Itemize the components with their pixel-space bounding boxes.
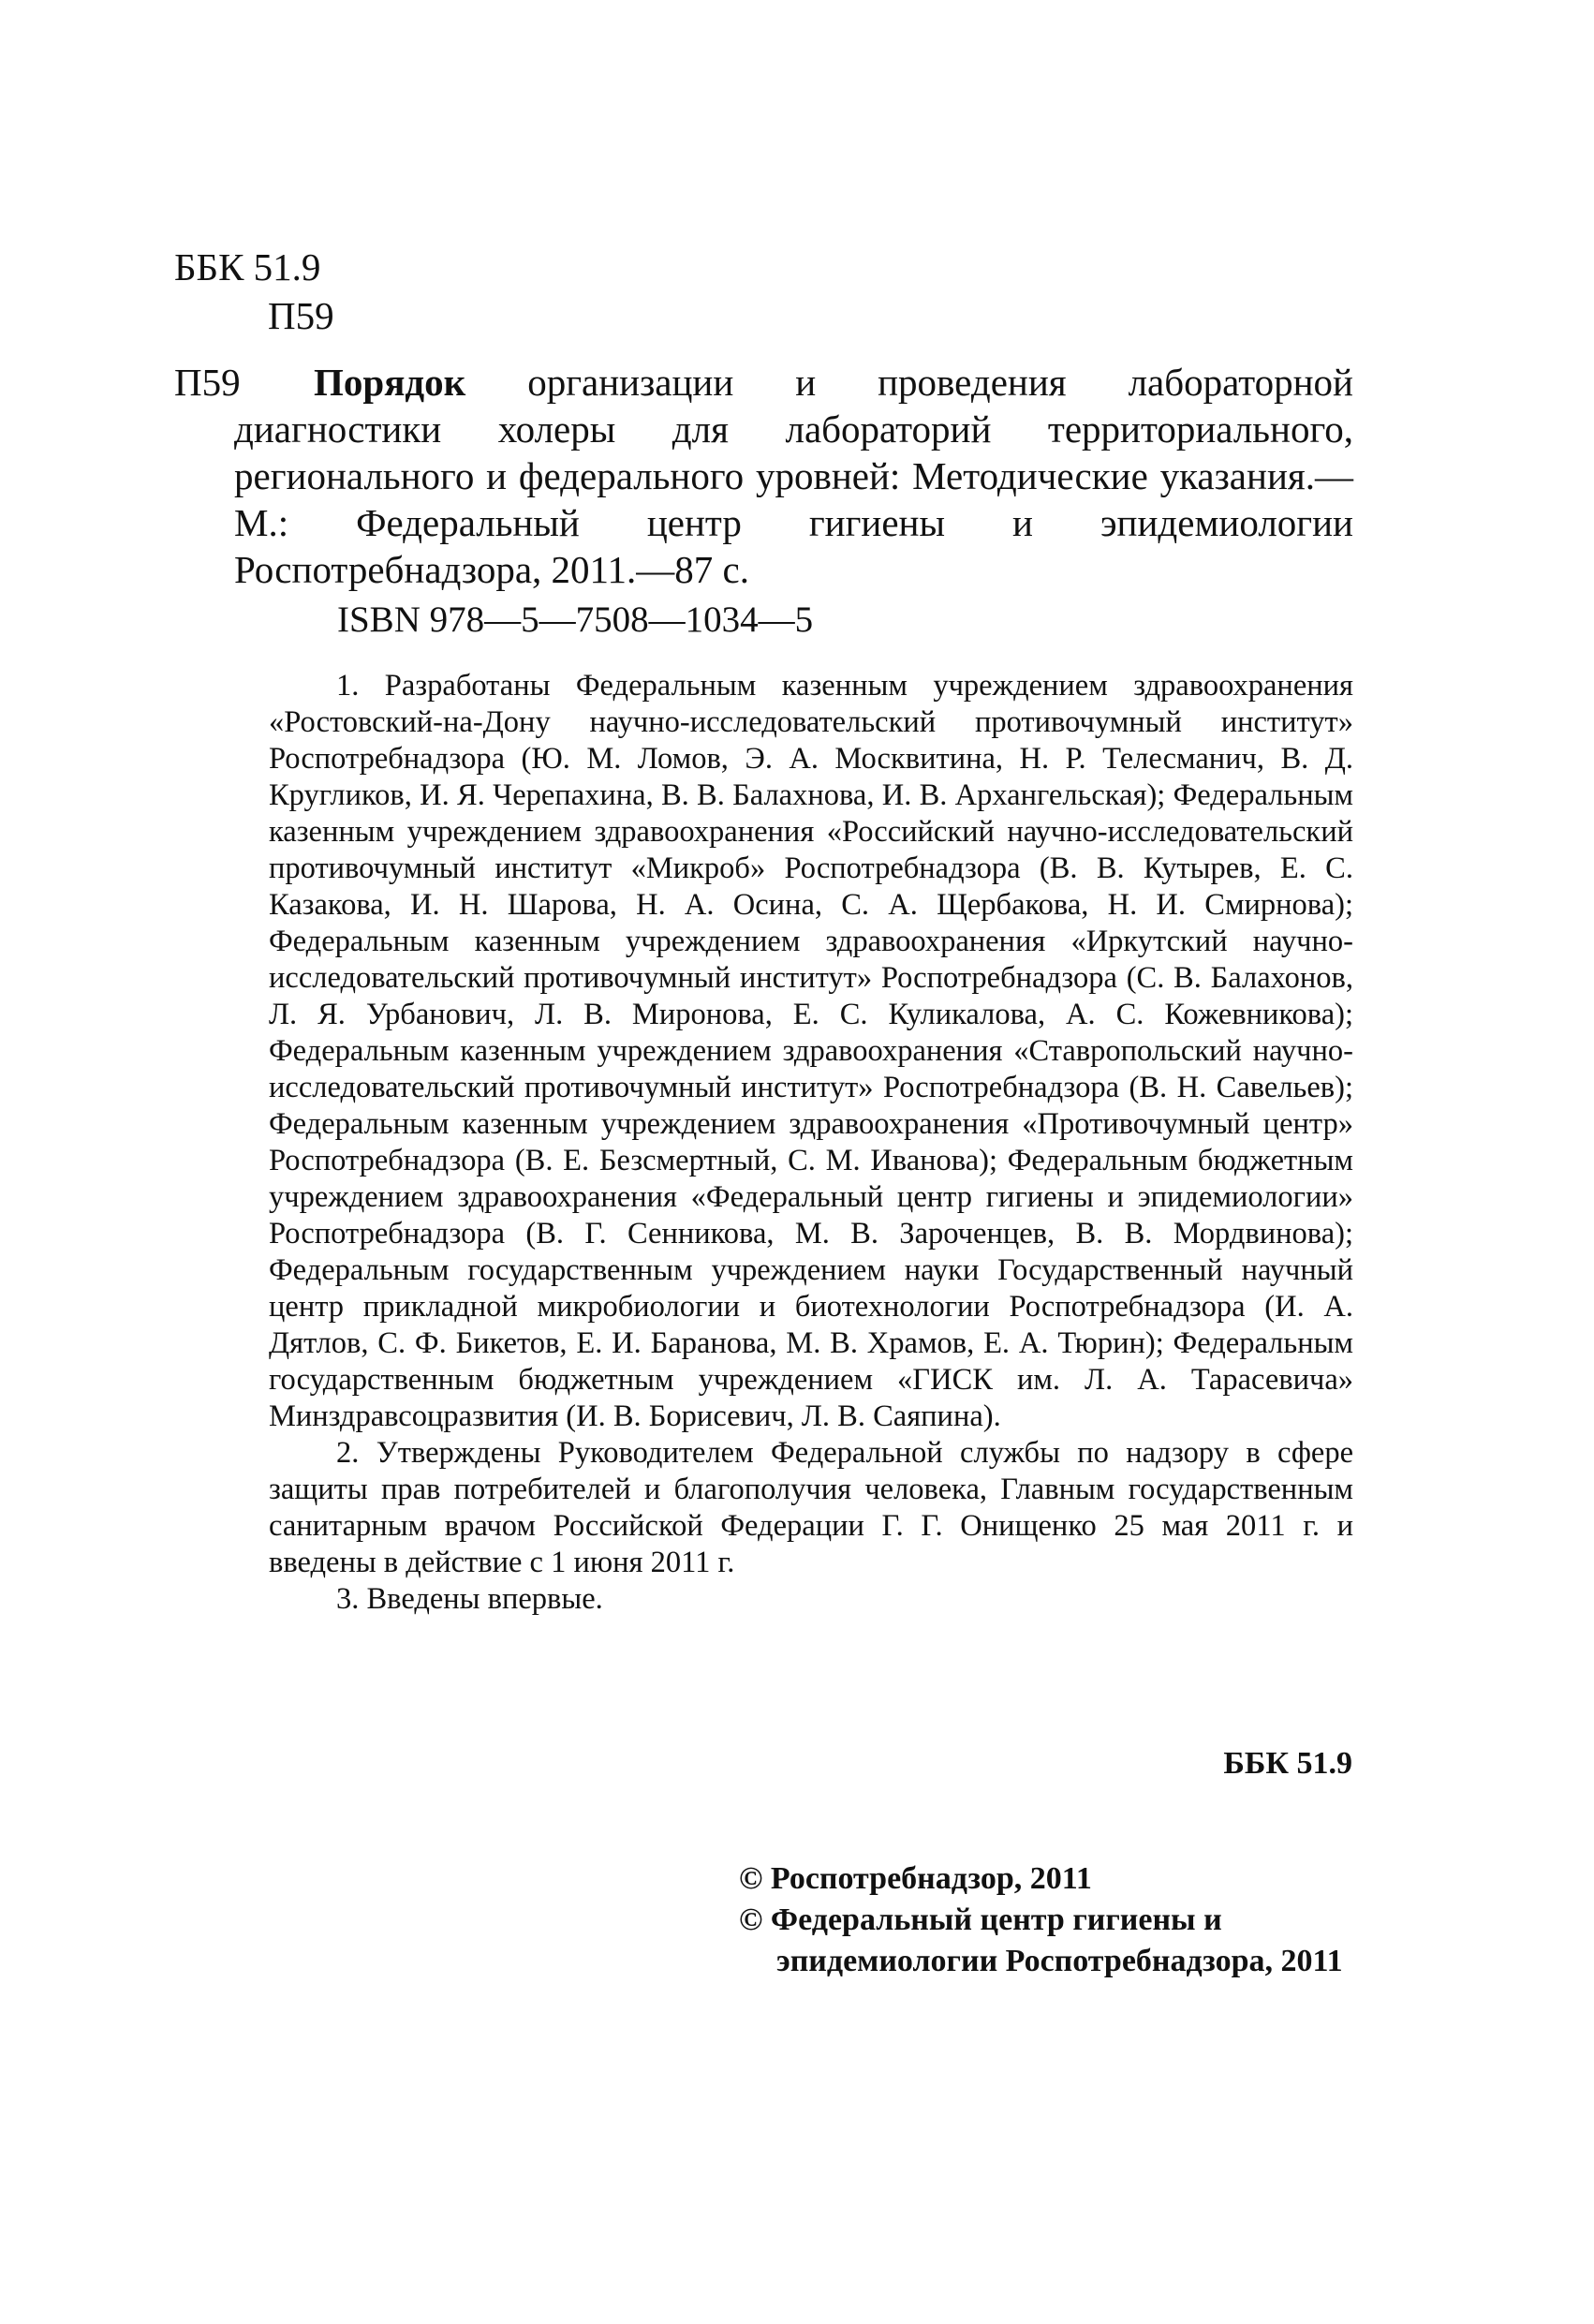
copyright-line: © Роспотребнадзор, 2011 bbox=[739, 1861, 1092, 1896]
note-first-edition: 3. Введены впервые. bbox=[336, 1582, 603, 1616]
bbk-classification: ББК 51.9 bbox=[174, 245, 321, 289]
isbn: ISBN 978—5—7508—1034—5 bbox=[337, 600, 814, 640]
note-approval: 2. Утверждены Руководителем Федеральной службы по надзору в сфере защиты прав потребителей и благополучия человека, Главным государственным санитарным врачом Российской Федерации Г. Г. Онищенко 25 мая 2011 г. и введены в действие с 1 июня 2011 г. bbox=[269, 1436, 1353, 1579]
copyright-line: эпидемиологии Роспотребнадзора, 2011 bbox=[776, 1944, 1343, 1978]
entry-title-lead: Порядок bbox=[314, 361, 466, 404]
note-developers: 1. Разработаны Федеральным казенным учреждением здравоохранения «Ростовский-на-Дону научно-исследовательский противочумный институт» Роспотребнадзора (Ю. М. Ломов, Э. А. Москвитина, Н. Р. Телесманич, В. Д. Кругликов, И. Я. Черепахина, В. В. Балахнова, И. В. Архангельская); Федеральным казенным учреждением здравоохранения «Российский научно-исследовательский противочумный институт «Микроб» Роспотребнадзора (В. В. Кутырев, Е. С. Казакова, И. Н. Шарова, Н. А. Осина, С. А. Щербакова, Н. И. Смирнова); Федеральным казенным учреждением здравоохранения «Иркутский научно-исследовательский противочумный институт» Роспотребнадзора (С. В. Балахонов, Л. Я. Урбанович, Л. В. Миронова, Е. С. Куликалова, А. С. Кожевникова); Федеральным казенным учреждением здравоохранения «Ставропольский научно-исследовательский противочумный институт» Роспотребнадзора (В. Н. Савельев); Федеральным казенным учреждением здравоохранения «Противочумный центр» Роспотребнадзора (В. Е. Безсмертный, С. М. Иванова); Федеральным бюджетным учреждением здравоохранения «Федеральный центр гигиены и эпидемиологии» Роспотребнадзора (В. Г. Сенникова, М. В. Зароченцев, В. В. Мордвинова); Федеральным государственным учреждением науки Государственный научный центр прикладной микробиологии и биотехнологии Роспотребнадзора (И. А. Дятлов, С. Ф. Бикетов, Е. И. Баранова, М. В. Храмов, Е. А. Тюрин); Федеральным государственным бюджетным учреждением «ГИСК им. Л. А. Тарасевича» Минздравсоцразвития (И. В. Борисевич, Л. В. Саяпина). bbox=[269, 669, 1353, 1433]
entry-title-rest: организации и проведения лабораторной диагностики холеры для лабораторий территориального, регионального и федерального уровней: Методические указания.—М.: Федеральный центр гигиены и эпидемиологии Роспотребнадзора, 2011.—87 с. bbox=[234, 361, 1353, 591]
copyright-line: © Федеральный центр гигиены и bbox=[739, 1902, 1222, 1937]
entry-code: П59 bbox=[174, 361, 241, 404]
bbk-footer: ББК 51.9 bbox=[1223, 1746, 1352, 1781]
notes bbox=[269, 668, 1353, 1618]
copyright-block bbox=[739, 1859, 1343, 1983]
bibliographic-entry bbox=[234, 359, 1353, 593]
author-code: П59 bbox=[268, 294, 334, 337]
